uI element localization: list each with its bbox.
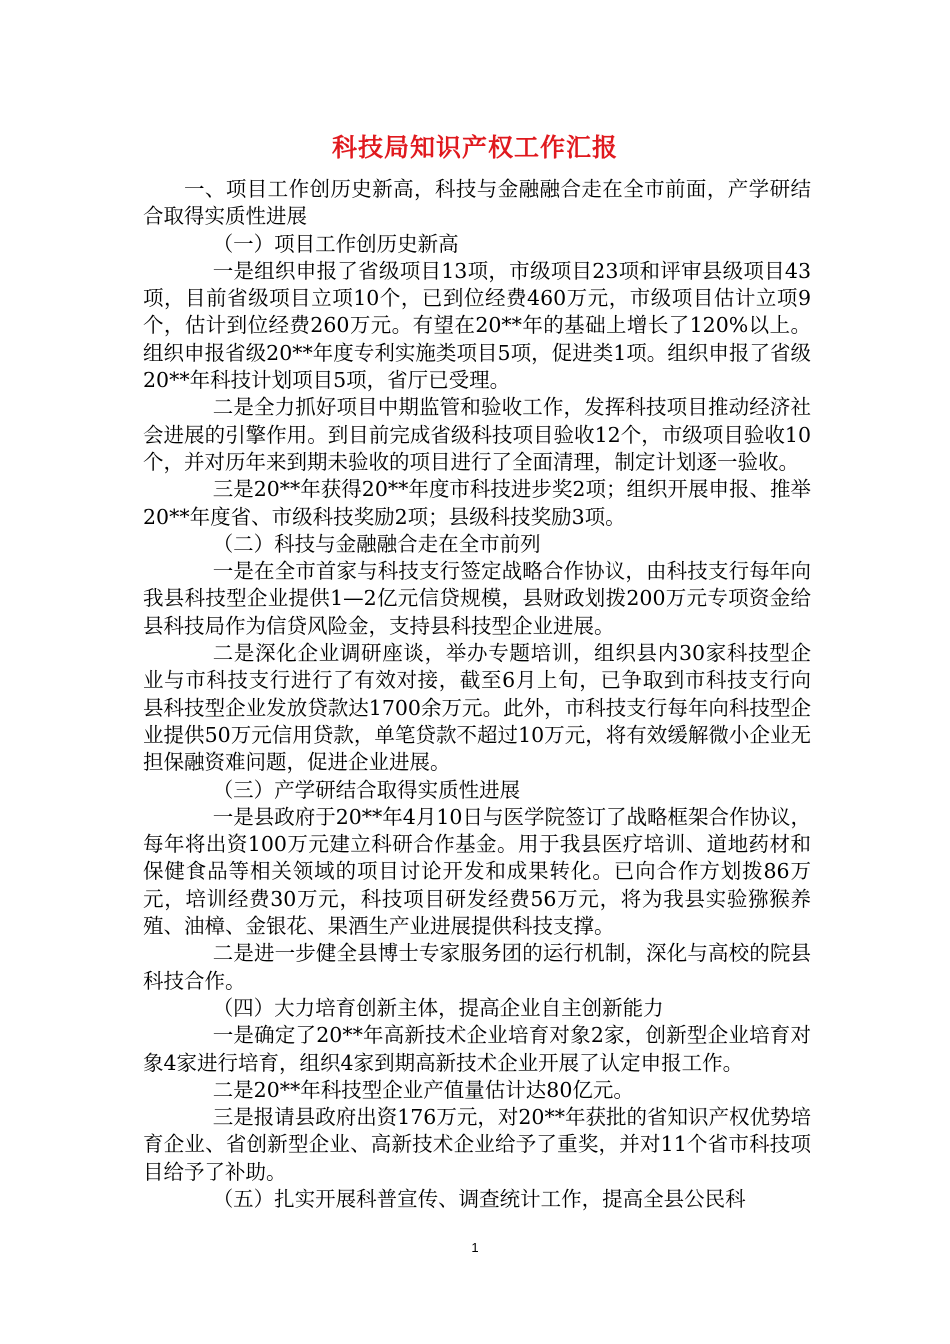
document-body bbox=[143, 176, 811, 1213]
subsection-heading: （五）扎实开展科普宣传、调查统计工作，提高全县公民科 bbox=[212, 1186, 746, 1211]
body-paragraph: 二是20**年科技型企业产值量估计达80亿元。 bbox=[212, 1077, 634, 1102]
document-title: 科技局知识产权工作汇报 bbox=[331, 133, 618, 162]
body-paragraph: 三是报请县政府出资176万元，对20**年获批的省知识产权优势培育企业、省创新型企业、高新技术企业给予了重奖，并对11个省市科技项目给予了补助。 bbox=[143, 1105, 811, 1184]
subsection-heading: （四）大力培育创新主体，提高企业自主创新能力 bbox=[212, 995, 664, 1020]
body-paragraph: 二是深化企业调研座谈，举办专题培训，组织县内30家科技型企业与市科技支行进行了有效对接，截至6月上旬，已争取到市科技支行向县科技型企业发放贷款达1700余万元。此外，市科技支行每年向科技型企业提供50万元信用贷款，单笔贷款不超过10万元，将有效缓解微小企业无担保融资难问题，促进企业进展。 bbox=[143, 641, 811, 775]
body-paragraph: 一是组织申报了省级项目13项，市级项目23项和评审县级项目43项，目前省级项目立项10个，已到位经费460万元，市级项目估计立项9个，估计到位经费260万元。有望在20**年的基础上增长了120%以上。组织申报省级20**年度专利实施类项目5项，促进类1项。组织申报了省级20**年科技计划项目5项，省厅已受理。 bbox=[143, 258, 811, 393]
subsection-heading: （二）科技与金融融合走在全市前列 bbox=[212, 531, 541, 556]
page-number: 1 bbox=[471, 1240, 479, 1255]
body-paragraph: 一是确定了20**年高新技术企业培育对象2家，创新型企业培育对象4家进行培育，组织4家到期高新技术企业开展了认定申报工作。 bbox=[143, 1023, 811, 1075]
body-paragraph: 二是进一步健全县博士专家服务团的运行机制，深化与高校的院县科技合作。 bbox=[143, 941, 811, 993]
body-paragraph: 三是20**年获得20**年度市科技进步奖2项；组织开展申报、推举20**年度省、市级科技奖励2项；县级科技奖励3项。 bbox=[143, 477, 811, 529]
section-heading: 一、项目工作创历史新高，科技与金融融合走在全市前面，产学研结合取得实质性进展 bbox=[143, 177, 811, 229]
subsection-heading: （一）项目工作创历史新高 bbox=[212, 231, 459, 256]
body-paragraph: 一是县政府于20**年4月10日与医学院签订了战略框架合作协议，每年将出资100万元建立科研合作基金。用于我县医疗培训、道地药材和保健食品等相关领域的项目讨论开发和成果转化。已向合作方划拨86万元，培训经费30万元，科技项目研发经费56万元，将为我县实验猕猴养殖、油樟、金银花、果酒生产业进展提供科技支撑。 bbox=[143, 804, 811, 939]
body-paragraph: 一是在全市首家与科技支行签定战略合作协议，由科技支行每年向我县科技型企业提供1—2亿元信贷规模，县财政划拨200万元专项资金给县科技局作为信贷风险金，支持县科技型企业进展。 bbox=[143, 559, 811, 638]
body-paragraph: 二是全力抓好项目中期监管和验收工作，发挥科技项目推动经济社会进展的引擎作用。到目前完成省级科技项目验收12个，市级项目验收10个，并对历年来到期未验收的项目进行了全面清理，制定计划逐一验收。 bbox=[143, 395, 811, 474]
subsection-heading: （三）产学研结合取得实质性进展 bbox=[212, 777, 521, 802]
